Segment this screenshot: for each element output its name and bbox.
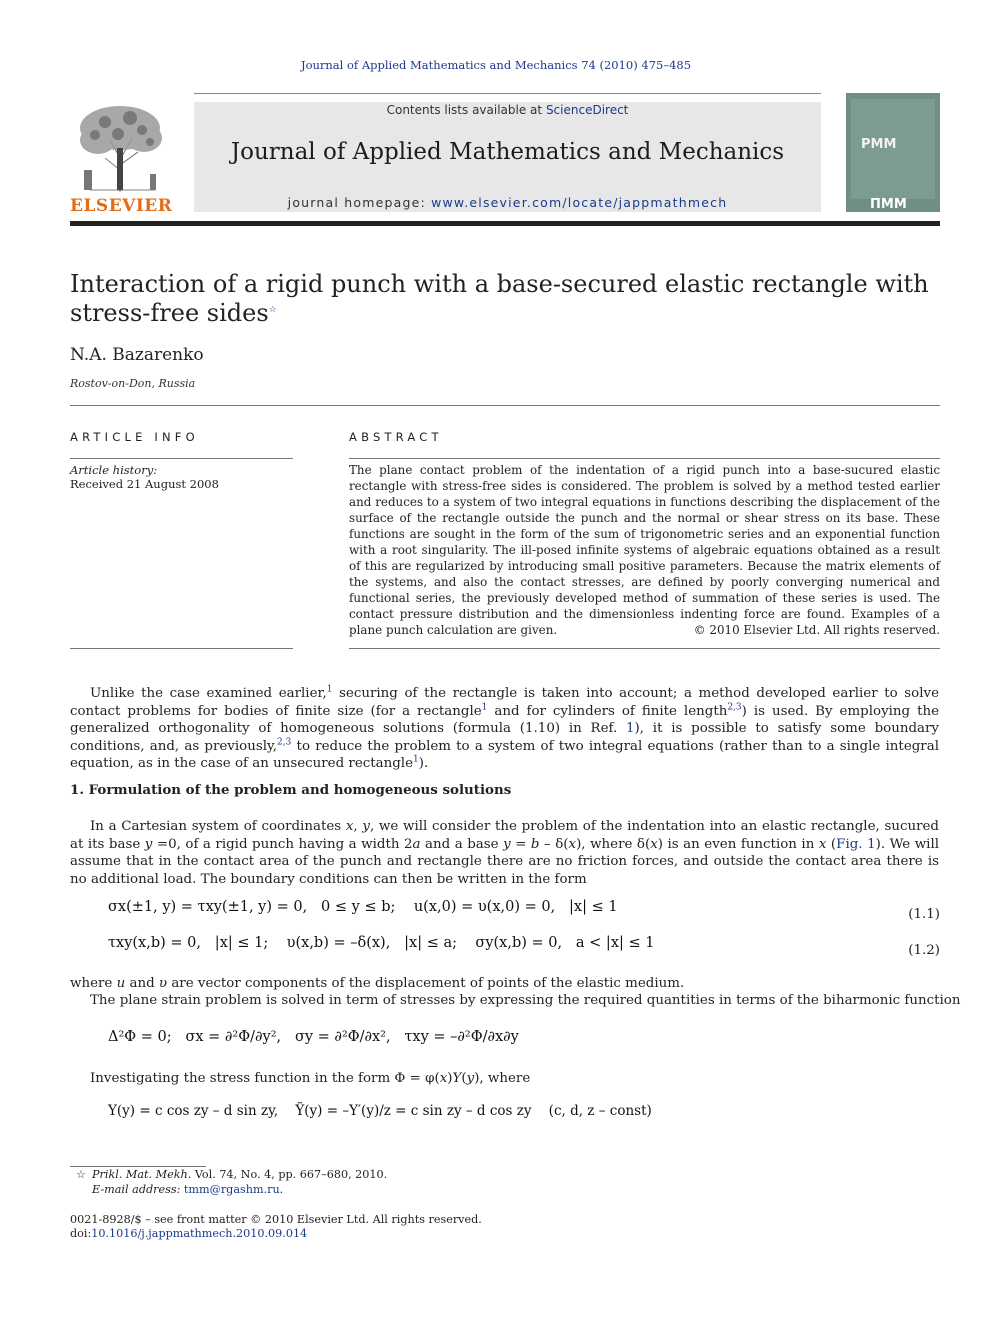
where-line: where u and υ are vector components of the displacement of points of the elastic medium. [70, 976, 685, 991]
divider [70, 458, 293, 459]
affiliation: Rostov-on-Don, Russia [70, 377, 196, 390]
divider [349, 458, 940, 459]
section-heading: 1. Formulation of the problem and homogeneous solutions [70, 782, 512, 798]
sciencedirect-link[interactable]: ScienceDirect [545, 103, 629, 117]
equation-biharmonic: Δ²Φ = 0; σx = ∂²Φ/∂y², σy = ∂²Φ/∂x², τxy = –∂²Φ/∂x∂y [108, 1029, 519, 1045]
issn-line: 0021-8928/$ – see front matter © 2010 Elsevier Ltd. All rights reserved. [70, 1213, 482, 1226]
journal-homepage: journal homepage: www.elsevier.com/locate/jappmathmech [287, 195, 728, 210]
equation-stress-function: Y(y) = c cos zy – d sin zy, Ỹ(y) = –Y′(y)/z = c sin zy – d cos zy (c, d, z – const) [108, 1103, 652, 1119]
ref-link[interactable]: 1 [481, 702, 488, 713]
ref-link[interactable]: 1 [413, 754, 419, 765]
divider [70, 405, 940, 406]
cover-mark-top: PMM [861, 137, 897, 152]
doi-line: doi:10.1016/j.jappmathmech.2010.09.014 [70, 1227, 308, 1240]
email-link[interactable]: tmm@rgashm.ru [183, 1183, 280, 1196]
section-paragraph: In a Cartesian system of coordinates x, y, we will consider the problem of the indentation into an elastic rectangle, sucured at its base y =0, of a rigid punch having a width 2a and a base y = b – δ(x), where δ(x) is an even function in x (Fig. 1). We will assume that in the contact area of the punch and rectangle there are no friction forces, and outside the contact area there is no additional load. The boundary conditions can then be written in the form [70, 819, 940, 887]
cover-mark: ПММ [870, 197, 907, 212]
journal-cover[interactable] [846, 93, 940, 212]
journal-title: Journal of Applied Mathematics and Mechanics [230, 139, 785, 165]
copyright: © 2010 Elsevier Ltd. All rights reserved. [693, 623, 940, 637]
contents-line: Contents lists available at ScienceDirect [386, 103, 629, 117]
article-history-label: Article history: [70, 463, 158, 477]
footnote-rule [70, 1166, 206, 1167]
header-top-rule [194, 93, 821, 94]
abstract-text: The plane contact problem of the indentation of a rigid punch into a base-sucured elastic rectangle with stress-free sides is considered. The problem is solved by a method tested earlier and reduces to a system of two integral equations in functions describing the displacement of the surface of the rectangle outside the punch and the normal or shear stress on its base. These functions are sought in the form of the sum of trigonometric series and an exponential function with a root singularity. The ill-posed infinite systems of algebraic equations obtained as a result of this are regularized by introducing small positive parameters. Because the matrix elements of the systems, and also the contact stresses, are defined by poorly converging numerical and functional series, the previously developed method of summation of these series is used. The contact pressure distribution and the dimensionless indenting force are found. Examples of a plane punch calculation are given. [349, 463, 940, 638]
ref-link[interactable]: 1 [626, 721, 635, 736]
elsevier-wordmark: ELSEVIER [70, 196, 173, 216]
intro-paragraph: Unlike the case examined earlier,$^1$ securing of the rectangle is taken into account; a method developed earlier to solve contact problems for bodies of finite size (for a rectangle$^1$ and for cylinders of finite length$^{2,3}$) is used. By employing the generalized orthogonality of homogeneous solutions (formula (1.10) in Ref. 1), it is possible to satisfy some boundary conditions, and, as previously,$^{2,3}$ to reduce the problem to a system of two integral equations (rather than to a single integral equation, as in the case of an unsecured rectangle$^1$). [70, 684, 940, 771]
divider [349, 648, 940, 649]
received-date: Received 21 August 2008 [70, 477, 219, 491]
abstract-heading: ABSTRACT [349, 430, 443, 444]
author: N.A. Bazarenko [70, 345, 204, 365]
ref-link[interactable]: 1 [326, 684, 333, 695]
equation-number: (1.1) [908, 907, 940, 922]
divider [70, 648, 293, 649]
homepage-link[interactable]: www.elsevier.com/locate/jappmathmech [431, 195, 728, 210]
figure-link[interactable]: Fig. 1 [836, 836, 876, 852]
equation-1-1: σx(±1, y) = τxy(±1, y) = 0, 0 ≤ y ≤ b; u(x,0) = υ(x,0) = 0, |x| ≤ 1 [108, 899, 618, 915]
title-footnote-mark[interactable]: ☆ [268, 305, 277, 315]
equation-number: (1.2) [908, 943, 940, 958]
article-info-heading: ARTICLE INFO [70, 430, 199, 444]
journal-citation[interactable]: Journal of Applied Mathematics and Mechanics 74 (2010) 475–485 [300, 58, 692, 72]
plane-strain-line: The plane strain problem is solved in term of stresses by expressing the required quantities in terms of the biharmonic function [90, 993, 961, 1008]
investigating-line: Investigating the stress function in the form Φ = φ(x)Y(y), where [90, 1071, 531, 1086]
doi-link[interactable]: 10.1016/j.jappmathmech.2010.09.014 [91, 1227, 308, 1240]
footnote-email: E-mail address: tmm@rgashm.ru. [92, 1183, 284, 1196]
footnote-source: ☆ Prikl. Mat. Mekh. Vol. 74, No. 4, pp. 667–680, 2010. [75, 1168, 388, 1181]
header-rule [70, 221, 940, 226]
ref-link[interactable]: 2,3 [277, 737, 292, 748]
article-title: Interaction of a rigid punch with a base-secured elastic rectangle with stress-free sides☆ [70, 270, 929, 327]
elsevier-tree-icon [70, 100, 172, 195]
equation-1-2: τxy(x,b) = 0, |x| ≤ 1; υ(x,b) = –δ(x), |x| ≤ a; σy(x,b) = 0, a < |x| ≤ 1 [108, 935, 655, 951]
ref-link[interactable]: 2,3 [727, 702, 742, 713]
